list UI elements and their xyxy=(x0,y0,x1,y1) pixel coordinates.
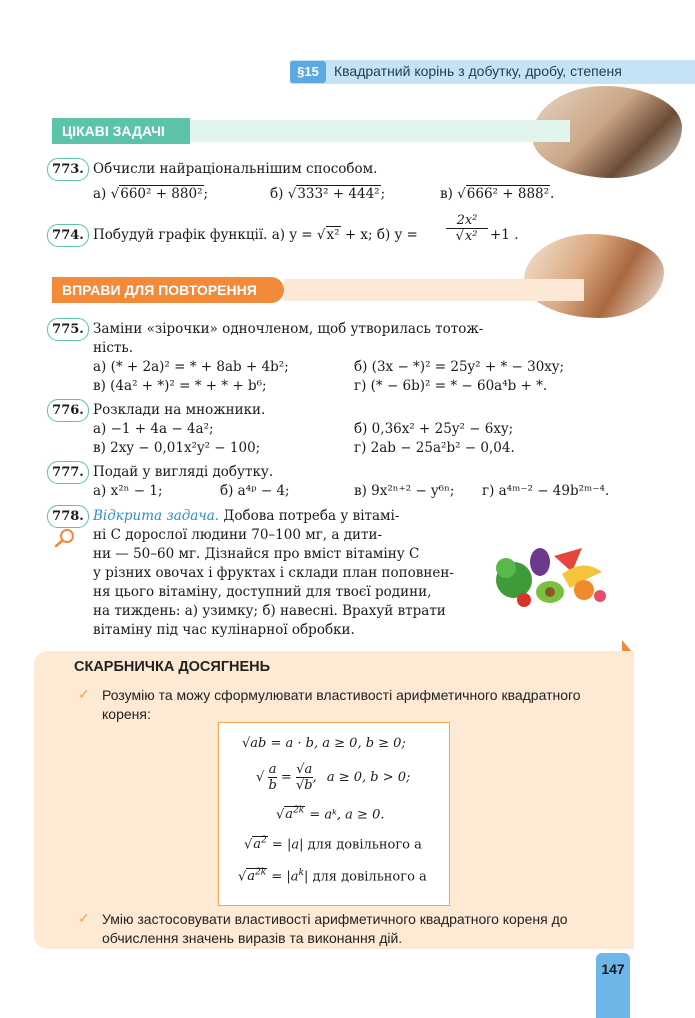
item-end: ; xyxy=(203,186,209,202)
fraction-denominator: √x² xyxy=(455,229,478,244)
achievement-text: Розумію та можу сформулювати властивості арифметичного квадратного xyxy=(102,687,581,703)
radical-sign: √ xyxy=(276,807,285,823)
item-label: б) xyxy=(270,186,284,202)
fraction xyxy=(268,762,276,793)
achievements-title: СКАРБНИЧКА ДОСЯГНЕНЬ xyxy=(74,659,271,675)
fraction-tail: +1 . xyxy=(490,227,519,243)
formula-fraction-root: √ $\frac{a}{b}$ = $\frac{√a}{√b}$ , a ≥ 0, b > 0; xyxy=(256,762,411,793)
fraction xyxy=(296,762,313,793)
problem-item: б) (3x − *)² = 25y² + * − 30xy; xyxy=(354,359,565,375)
radicand: 660² + 880² xyxy=(120,186,203,202)
problem-number: 777. xyxy=(47,461,89,484)
formula-text: ab = a · b, a ≥ 0, b ≥ 0; xyxy=(250,736,406,751)
formula-text: для довільного a xyxy=(307,837,422,853)
paragraph-badge: §15 xyxy=(290,61,326,83)
formula-power-root xyxy=(276,806,384,822)
formula-text: для довільного a xyxy=(312,869,427,885)
problem-item: а) x²ⁿ − 1; xyxy=(93,483,163,499)
radical-sign: √ xyxy=(238,869,247,885)
radical-sign: √ xyxy=(242,736,251,751)
item-end: . xyxy=(550,186,555,202)
radicand: x² xyxy=(464,229,478,244)
problem-text: Подай у вигляді добутку. xyxy=(93,464,274,480)
problem-item: а) −1 + 4a − 4a²; xyxy=(93,421,214,437)
radicand: 666² + 888² xyxy=(466,186,550,202)
fraction-denominator: √b xyxy=(295,778,313,793)
formula-abs-power-root: $√a^{2k} = |a^k|$ для довільного a xyxy=(238,868,427,885)
problem-item: а) (* + 2a)² = * + 8ab + 4b²; xyxy=(93,359,289,375)
radical-sign: √ xyxy=(244,837,253,853)
header-title: Квадратний корінь з добутку, дробу, степеня xyxy=(334,63,622,79)
problem-item: б) a⁴ᵖ − 4; xyxy=(220,483,290,499)
section-strip-green xyxy=(190,120,570,142)
item-end: ; xyxy=(380,186,386,202)
radicand: 333² + 444² xyxy=(297,186,380,202)
formula-abs-root: $√a^2 = |a|$ для довільного a xyxy=(244,836,422,853)
problem-item: в) (4a² + *)² = * + * + b⁶; xyxy=(93,378,267,394)
problem-number: 773. xyxy=(47,158,89,181)
problem-text: Розклади на множники. xyxy=(93,402,266,418)
item-label: а) xyxy=(93,186,107,202)
section-strip-orange xyxy=(284,279,584,301)
radicand: x² xyxy=(326,227,340,243)
problem-number: 778. xyxy=(47,505,89,528)
problem-number: 774. xyxy=(47,224,89,247)
page-number: 147 xyxy=(596,953,630,1018)
open-task-line: Добова потреба у вітамі- xyxy=(223,508,400,524)
problem-number: 775. xyxy=(47,318,89,341)
problem-text: у різних овочах і фруктах і склади план поповнен- xyxy=(93,565,454,581)
item-b: б) y = xyxy=(376,227,418,243)
problem-text: ни — 50–60 мг. Дізнайся про вміст вітаміну С xyxy=(93,546,420,562)
problem-item xyxy=(93,185,208,203)
achievement-text: Умію застосовувати властивості арифметичного квадратного кореня до xyxy=(102,911,568,927)
formula-product-root xyxy=(242,736,406,751)
check-icon: ✓ xyxy=(78,686,90,702)
problem-item: г) (* − 6b)² = * − 60a⁴b + *. xyxy=(354,378,548,394)
fraction-denominator: b xyxy=(268,778,277,793)
achievement-text: кореня: xyxy=(102,706,151,722)
problem-number: 776. xyxy=(47,399,89,422)
problem-text: Заміни «зірочки» одночленом, щоб утворилась тотож- xyxy=(93,321,484,337)
problem-text: Обчисли найраціональнішим способом. xyxy=(93,161,378,177)
problem-text: ність. xyxy=(93,340,133,356)
magnifier-icon xyxy=(52,528,78,548)
problem-item xyxy=(270,185,385,203)
problem-text: ня цього вітаміну, доступний для твоєї родини, xyxy=(93,584,432,600)
section-title-review: ВПРАВИ ДЛЯ ПОВТОРЕННЯ xyxy=(52,277,284,303)
radicand: $a^{2k}$ xyxy=(285,806,305,823)
radical-sign: √ xyxy=(316,227,326,243)
problem-text: вітаміну під час кулінарної обробки. xyxy=(93,622,355,638)
radical-sign: √ xyxy=(457,186,466,202)
problem-item: г) a⁴ᵐ⁻² − 49b²ᵐ⁻⁴. xyxy=(482,483,610,499)
radical-sign: √ xyxy=(287,186,297,202)
problem-text: ні С дорослої людини 70–100 мг, а дити- xyxy=(93,527,383,543)
open-task-title: Відкрита задача. xyxy=(93,508,220,524)
problem-item xyxy=(440,185,554,203)
fraction-numerator: √a xyxy=(296,762,313,777)
radicand: $a^2$ xyxy=(253,836,267,853)
problem-item: в) 2xy − 0,01x²y² − 100; xyxy=(93,440,261,456)
fraction-numerator: a xyxy=(268,762,277,777)
fraction-numerator: 2x² xyxy=(446,213,488,229)
problem-text xyxy=(93,226,418,244)
radical-sign: √ xyxy=(256,770,265,785)
problem-item: б) 0,36x² + 25y² − 6xy; xyxy=(354,421,514,437)
formula-condition: a ≥ 0, b > 0; xyxy=(326,770,411,785)
problem-text: на тиждень: а) узимку; б) навесні. Врахуй втрати xyxy=(93,603,446,619)
fraction xyxy=(446,213,488,244)
radicand: $a^{2k}$ xyxy=(247,868,267,885)
fruits-vegetables-image xyxy=(492,538,612,610)
section-title-interesting: ЦІКАВІ ЗАДАЧІ xyxy=(52,118,190,144)
problem-statement: Побудуй графік функції. xyxy=(93,227,268,243)
problem-text xyxy=(93,507,399,525)
item-a: а) y = xyxy=(271,227,313,243)
radical-sign: √ xyxy=(110,186,120,202)
item-label: в) xyxy=(440,186,453,202)
formula-text: = aᵏ, a ≥ 0. xyxy=(309,807,385,823)
check-icon: ✓ xyxy=(78,910,90,926)
problem-item: г) 2ab − 25a²b² − 0,04. xyxy=(354,440,515,456)
achievement-text: обчислення значень виразів та виконання дій. xyxy=(102,930,403,946)
problem-item: в) 9x²ⁿ⁺² − y⁶ⁿ; xyxy=(354,483,455,499)
students-photo-2 xyxy=(524,234,664,318)
item-a-tail: + x; xyxy=(344,227,373,243)
